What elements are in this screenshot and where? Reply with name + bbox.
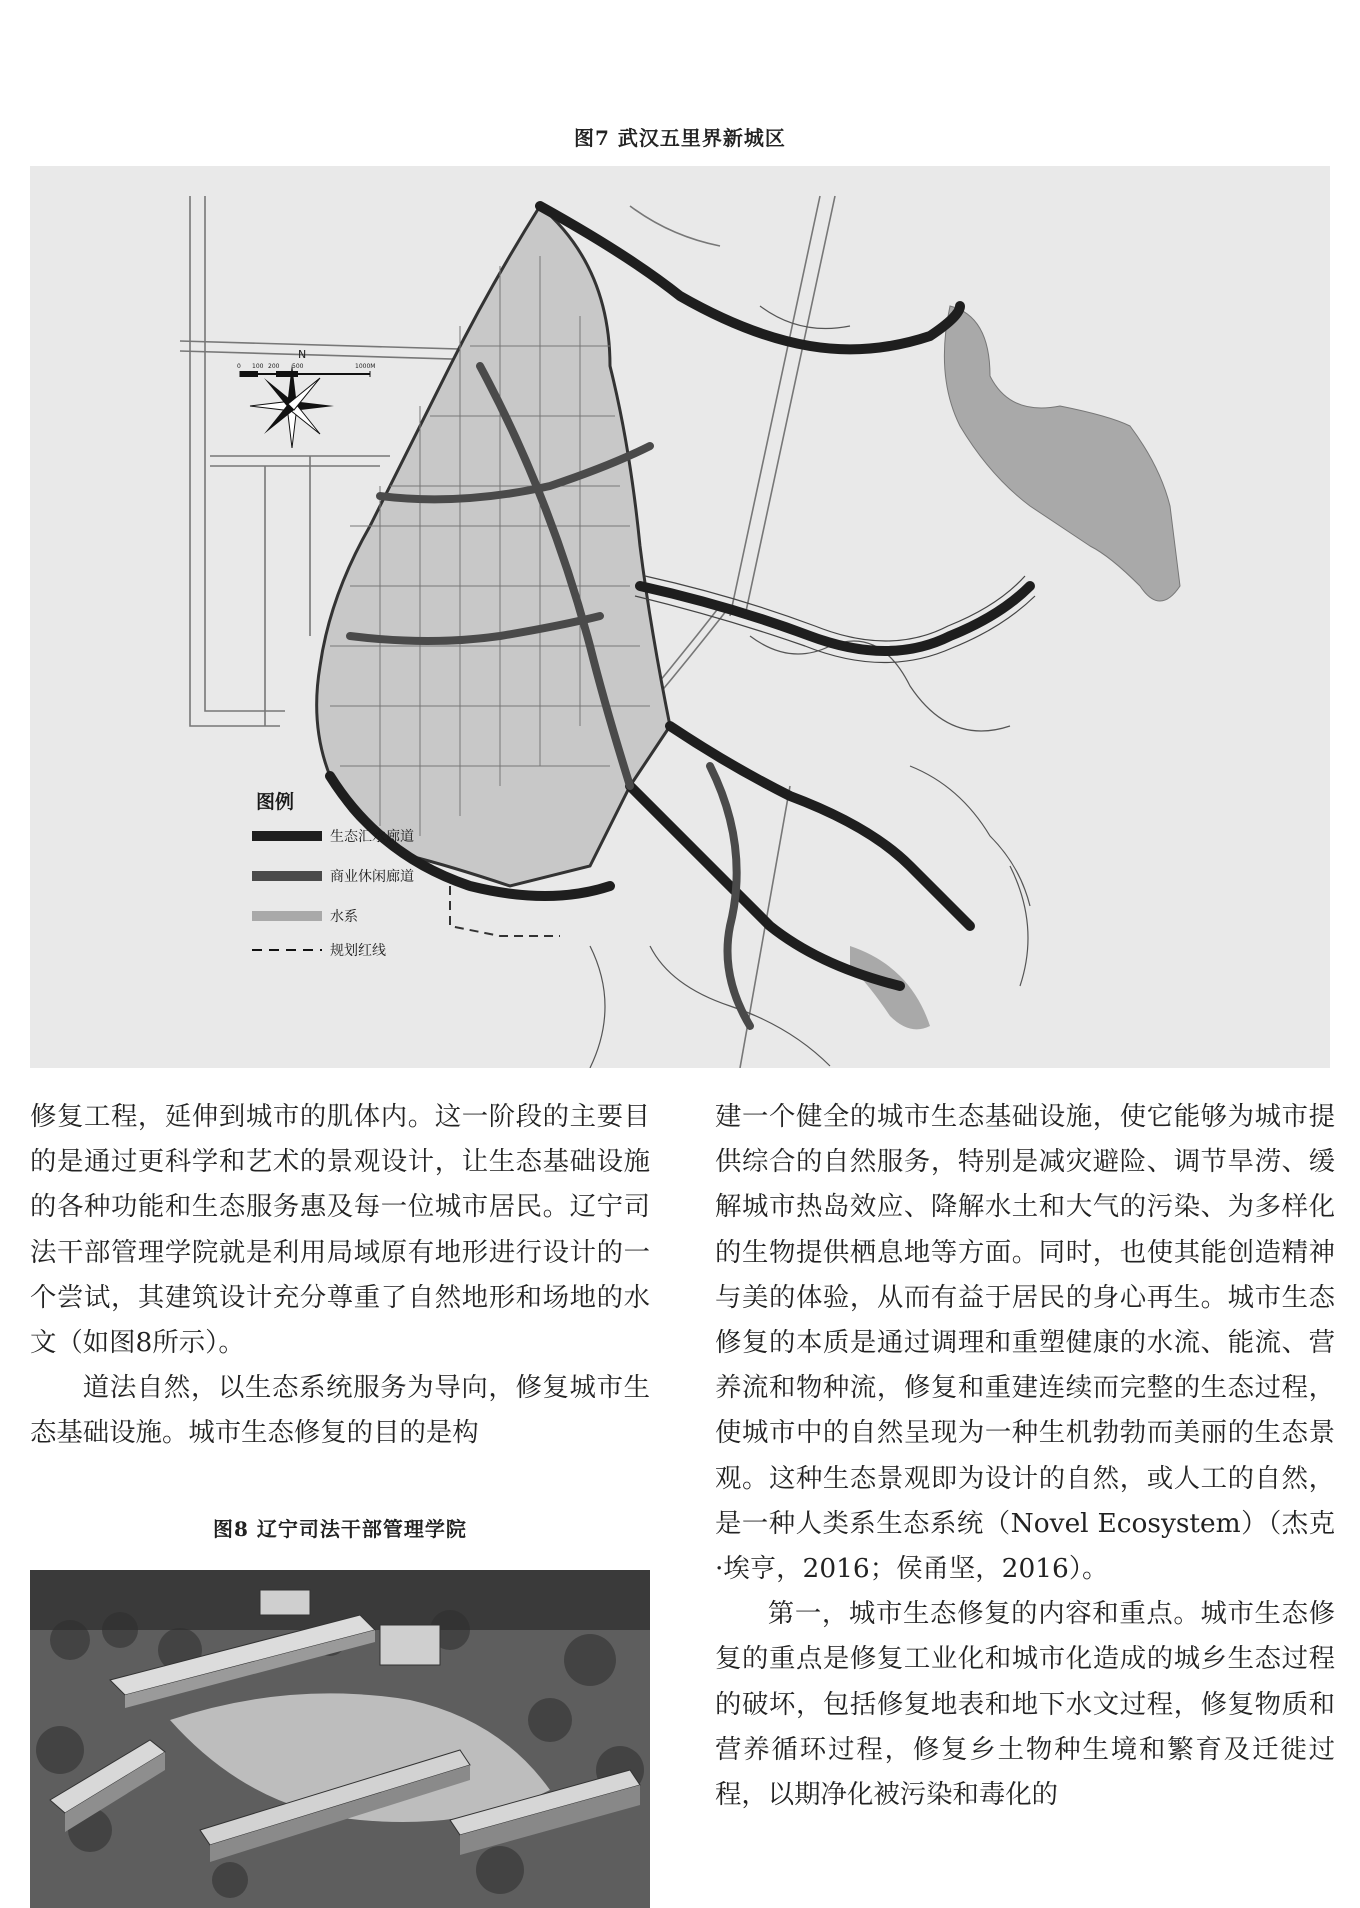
legend-swatch-eco bbox=[252, 831, 322, 841]
north-label: N bbox=[298, 348, 307, 361]
legend-label-eco: 生态汇水廊道 bbox=[330, 829, 414, 845]
scale-label-2: 200 bbox=[268, 363, 280, 370]
figure7-map bbox=[30, 166, 1330, 1068]
figure8-photo bbox=[30, 1570, 650, 1908]
legend-label-water: 水系 bbox=[330, 909, 358, 925]
legend-label-commercial: 商业休闲廊道 bbox=[330, 869, 414, 885]
scale-label-4: 1000M bbox=[355, 363, 376, 370]
scale-label-3: 500 bbox=[292, 363, 304, 370]
scale-label-1: 100 bbox=[252, 363, 264, 370]
left-column bbox=[30, 1094, 650, 1456]
legend-swatch-water bbox=[252, 911, 322, 921]
right-paragraph-1: 建一个健全的城市生态基础设施，使它能够为城市提供综合的自然服务，特别是减灾避险、调节旱涝、缓解城市热岛效应、降解水土和大气的污染、为多样化的生物提供栖息地等方面。同时，也使其能创造精神与美的体验，从而有益于居民的身心再生。城市生态修复的本质是通过调理和重塑健康的水流、能流、营养流和物种流，修复和重建连续而完整的生态过程，使城市中的自然呈现为一种生机勃勃而美丽的生态景观。这种生态景观即为设计的自然，或人工的自然，是一种人类系生态系统（Novel Ecosystem）（杰克·埃亨，2016；侯甬坚，2016）。 bbox=[715, 1101, 1335, 1585]
legend-swatch-commercial bbox=[252, 871, 322, 881]
figure8-title: 图8 辽宁司法干部管理学院 bbox=[213, 1517, 467, 1541]
right-column bbox=[715, 1094, 1335, 1817]
figure7-title: 图7 武汉五里界新城区 bbox=[574, 126, 786, 150]
legend-label-redline: 规划红线 bbox=[330, 943, 386, 959]
right-paragraph-2: 第一，城市生态修复的内容和重点。城市生态修复的重点是修复工业化和城市化造成的城乡生态过程的破坏，包括修复地表和地下水文过程，修复物质和营养循环过程，修复乡土物种生境和繁育及迁徙过程，以期净化被污染和毒化的 bbox=[715, 1598, 1335, 1811]
left-paragraph-1: 修复工程，延伸到城市的肌体内。这一阶段的主要目的是通过更科学和艺术的景观设计，让生态基础设施的各种功能和生态服务惠及每一位城市居民。辽宁司法干部管理学院就是利用局域原有地形进行设计的一个尝试，其建筑设计充分尊重了自然地形和场地的水文（如图8所示）。 bbox=[30, 1101, 650, 1359]
legend-title: 图例 bbox=[256, 791, 295, 813]
scale-label-0: 0 bbox=[237, 363, 241, 370]
left-paragraph-2: 道法自然，以生态系统服务为导向，修复城市生态基础设施。城市生态修复的目的是构 bbox=[30, 1372, 650, 1449]
